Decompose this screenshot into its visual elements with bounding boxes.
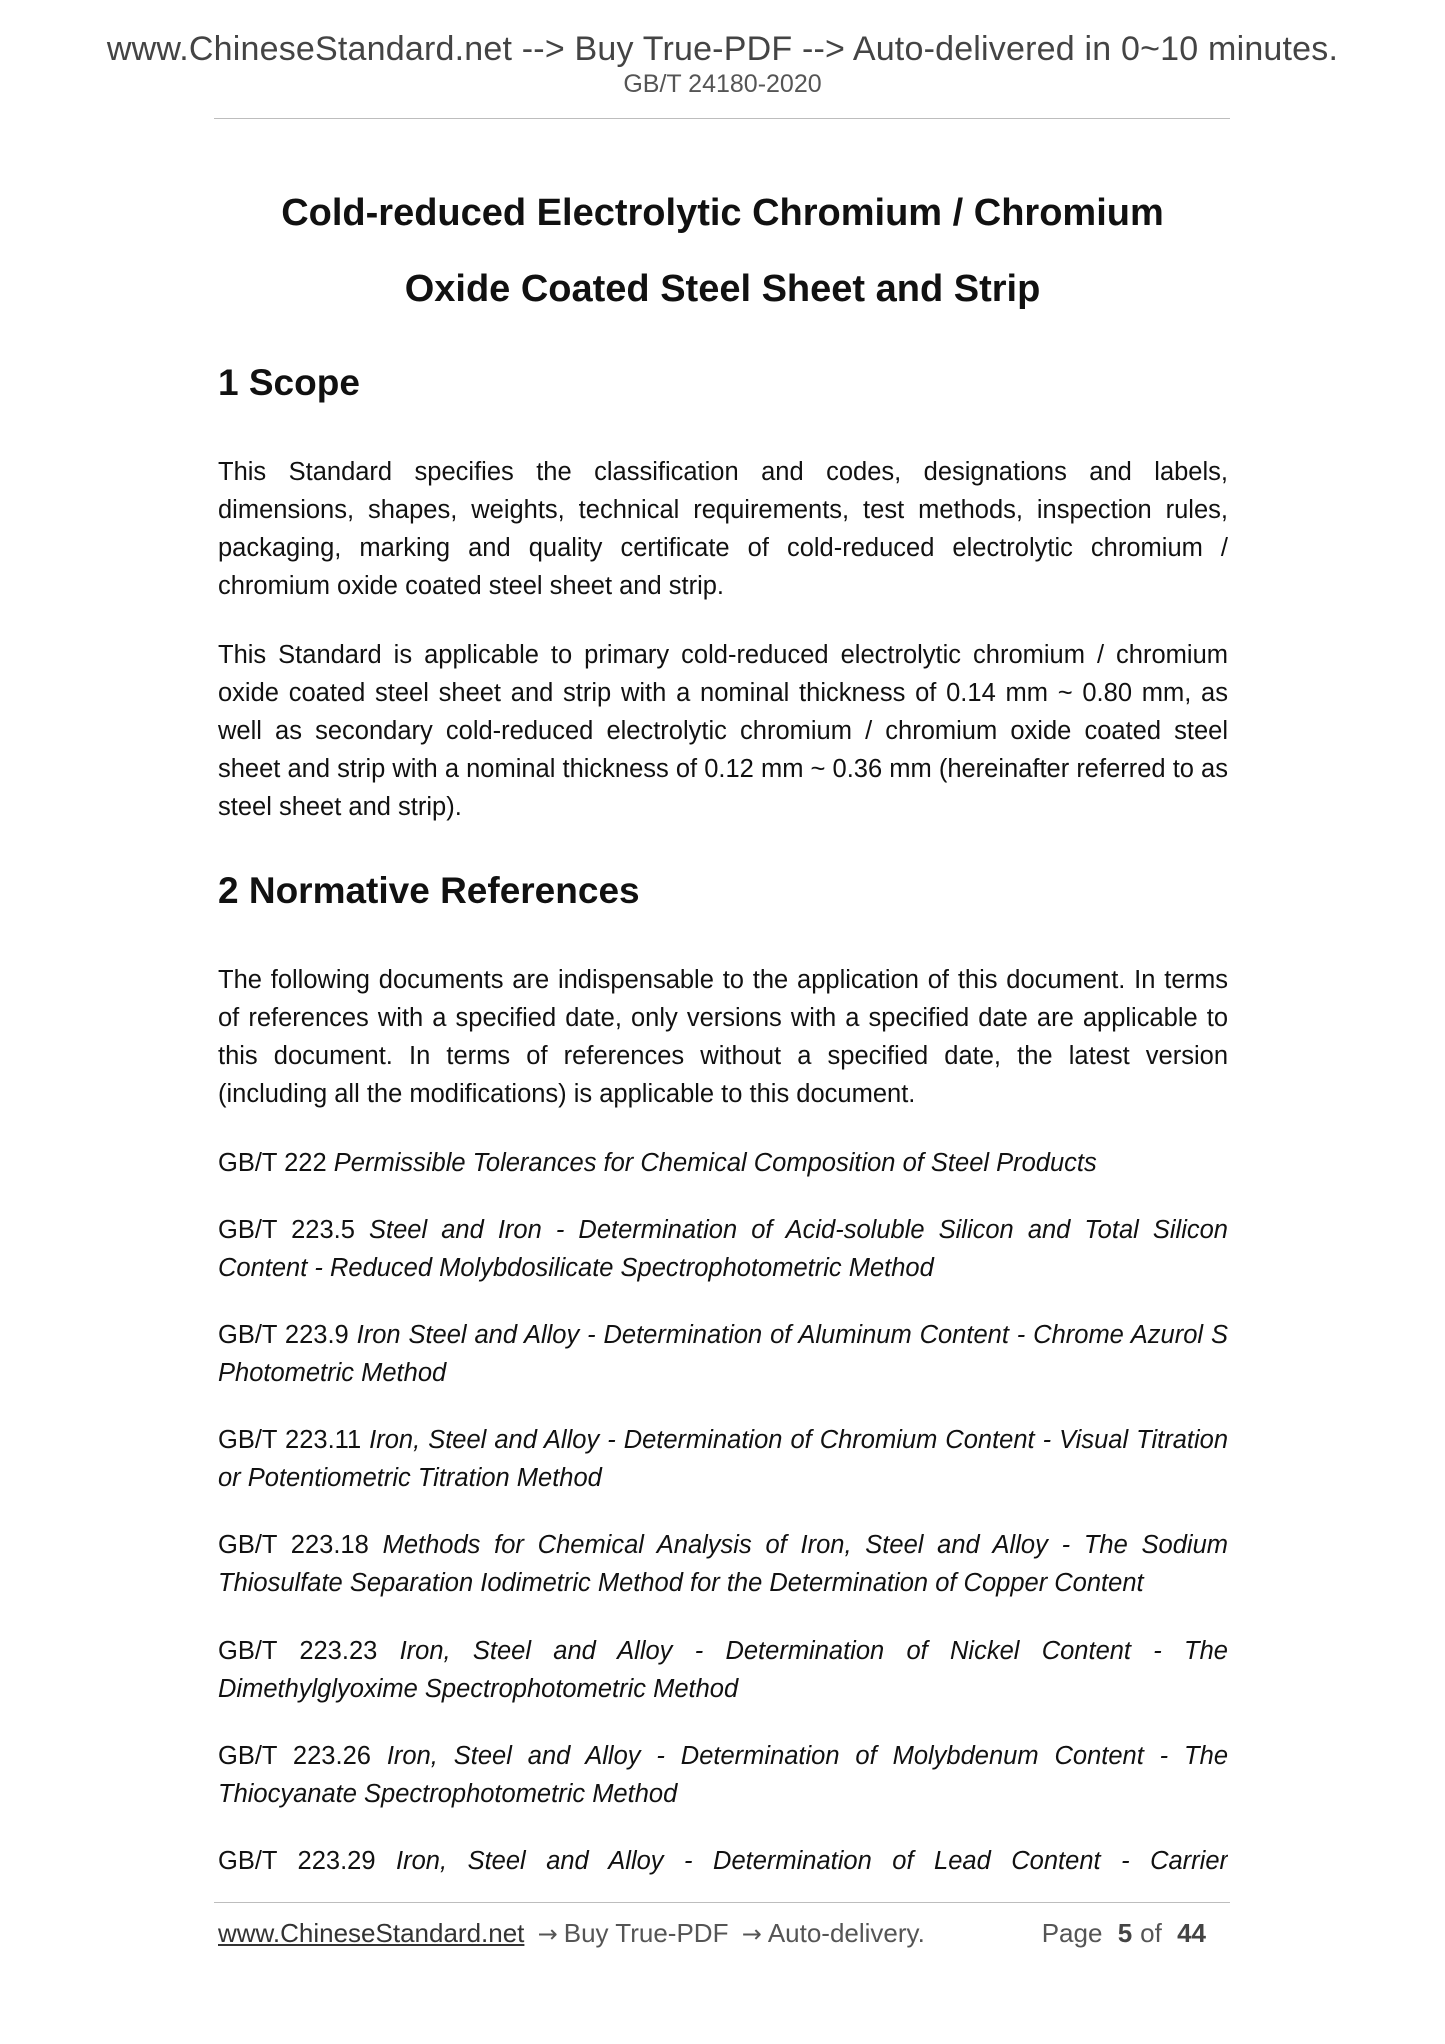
reference-code: GB/T 223.11	[218, 1426, 362, 1454]
arrow-right-icon: →	[741, 1920, 762, 1948]
reference-title: Iron, Steel and Alloy - Determination of Chromium Content - Visual Titration or Potentiometric Titration Method	[218, 1426, 1229, 1492]
reference-title: Iron Steel and Alloy - Determination of Aluminum Content - Chrome Azurol S Photometric Method	[218, 1321, 1228, 1387]
reference-code: GB/T 223.23	[218, 1637, 378, 1665]
page-of-label: of	[1140, 1918, 1162, 1948]
section-scope	[218, 362, 1228, 404]
header-divider	[214, 118, 1230, 119]
standard-code: GB/T 24180-2020	[623, 70, 822, 98]
reference-item	[218, 1526, 1228, 1602]
reference-item	[218, 1211, 1228, 1287]
reference-item	[218, 1144, 1228, 1182]
reference-title: Iron, Steel and Alloy - Determination of Molybdenum Content - The Thiocyanate Spectrophotometric Method	[218, 1742, 1229, 1808]
scope-paragraph-1: This Standard specifies the classification and codes, designations and labels, dimensions, shapes, weights, technical requirements, test methods, inspection rules, packaging, marking and quality certificate of cold-reduced electrolytic chromium / chromium oxide coated steel sheet and strip.	[218, 458, 1228, 600]
reference-title: Steel and Iron - Determination of Acid-soluble Silicon and Total Silicon Content - Reduced Molybdosilicate Spectrophotometric Method	[218, 1216, 1228, 1282]
reference-code: GB/T 223.29	[218, 1847, 376, 1875]
section-heading-normative: 2 Normative References	[218, 870, 640, 911]
reference-item	[218, 1842, 1228, 1880]
footer-buy-text: Buy True-PDF	[563, 1918, 729, 1948]
reference-title: Iron, Steel and Alloy - Determination of Lead Content - Carrier	[396, 1847, 1228, 1875]
reference-title: Methods for Chemical Analysis of Iron, Steel and Alloy - The Sodium Thiosulfate Separation Iodimetric Method for the Determination of Copper Content	[218, 1531, 1228, 1597]
reference-code: GB/T 223.26	[218, 1742, 371, 1770]
site-banner: www.ChineseStandard.net --> Buy True-PDF --> Auto-delivered in 0~10 minutes.	[106, 30, 1339, 68]
page-indicator	[1042, 1918, 1214, 1949]
footer-delivery-text: Auto-delivery.	[767, 1918, 925, 1948]
section-normative	[218, 870, 1228, 912]
reference-code: GB/T 222	[218, 1149, 327, 1177]
page-footer	[218, 1918, 1228, 1958]
section-heading-scope: 1 Scope	[218, 362, 360, 403]
arrow-right-icon: →	[537, 1920, 558, 1948]
scope-paragraph-2-block	[218, 636, 1228, 826]
reference-item	[218, 1316, 1228, 1392]
reference-code: GB/T 223.18	[218, 1531, 369, 1559]
reference-code: GB/T 223.9	[218, 1321, 349, 1349]
document-title	[0, 175, 1445, 327]
reference-item	[218, 1421, 1228, 1497]
normative-intro-block	[218, 961, 1228, 1113]
title-line-2: Oxide Coated Steel Sheet and Strip	[404, 268, 1041, 310]
page-total: 44	[1177, 1918, 1206, 1948]
reference-title: Permissible Tolerances for Chemical Composition of Steel Products	[333, 1149, 1097, 1177]
scope-paragraph-2: This Standard is applicable to primary cold-reduced electrolytic chromium / chromium oxide coated steel sheet and strip with a nominal thickness of 0.14 mm ~ 0.80 mm, as well as secondary cold-reduced electrolytic chromium / chromium oxide coated steel sheet and strip with a nominal thickness of 0.12 mm ~ 0.36 mm (hereinafter referred to as steel sheet and strip).	[218, 641, 1228, 821]
title-line-1: Cold-reduced Electrolytic Chromium / Chromium	[281, 192, 1164, 234]
page-number: 5	[1117, 1918, 1133, 1948]
footer-divider	[214, 1902, 1230, 1903]
reference-item	[218, 1737, 1228, 1813]
page-label: Page	[1041, 1918, 1103, 1948]
footer-site-link[interactable]: www.ChineseStandard.net	[218, 1918, 525, 1948]
normative-intro: The following documents are indispensable to the application of this document. In terms of references with a specified date, only versions with a specified date are applicable to this document. In terms of references without a specified date, the latest version (including all the modifications) is applicable to this document.	[218, 966, 1228, 1108]
scope-paragraph-1-block	[218, 453, 1228, 605]
reference-title: Iron, Steel and Alloy - Determination of Nickel Content - The Dimethylglyoxime Spectrophotometric Method	[218, 1637, 1228, 1703]
reference-item	[218, 1632, 1228, 1708]
reference-code: GB/T 223.5	[218, 1216, 355, 1244]
